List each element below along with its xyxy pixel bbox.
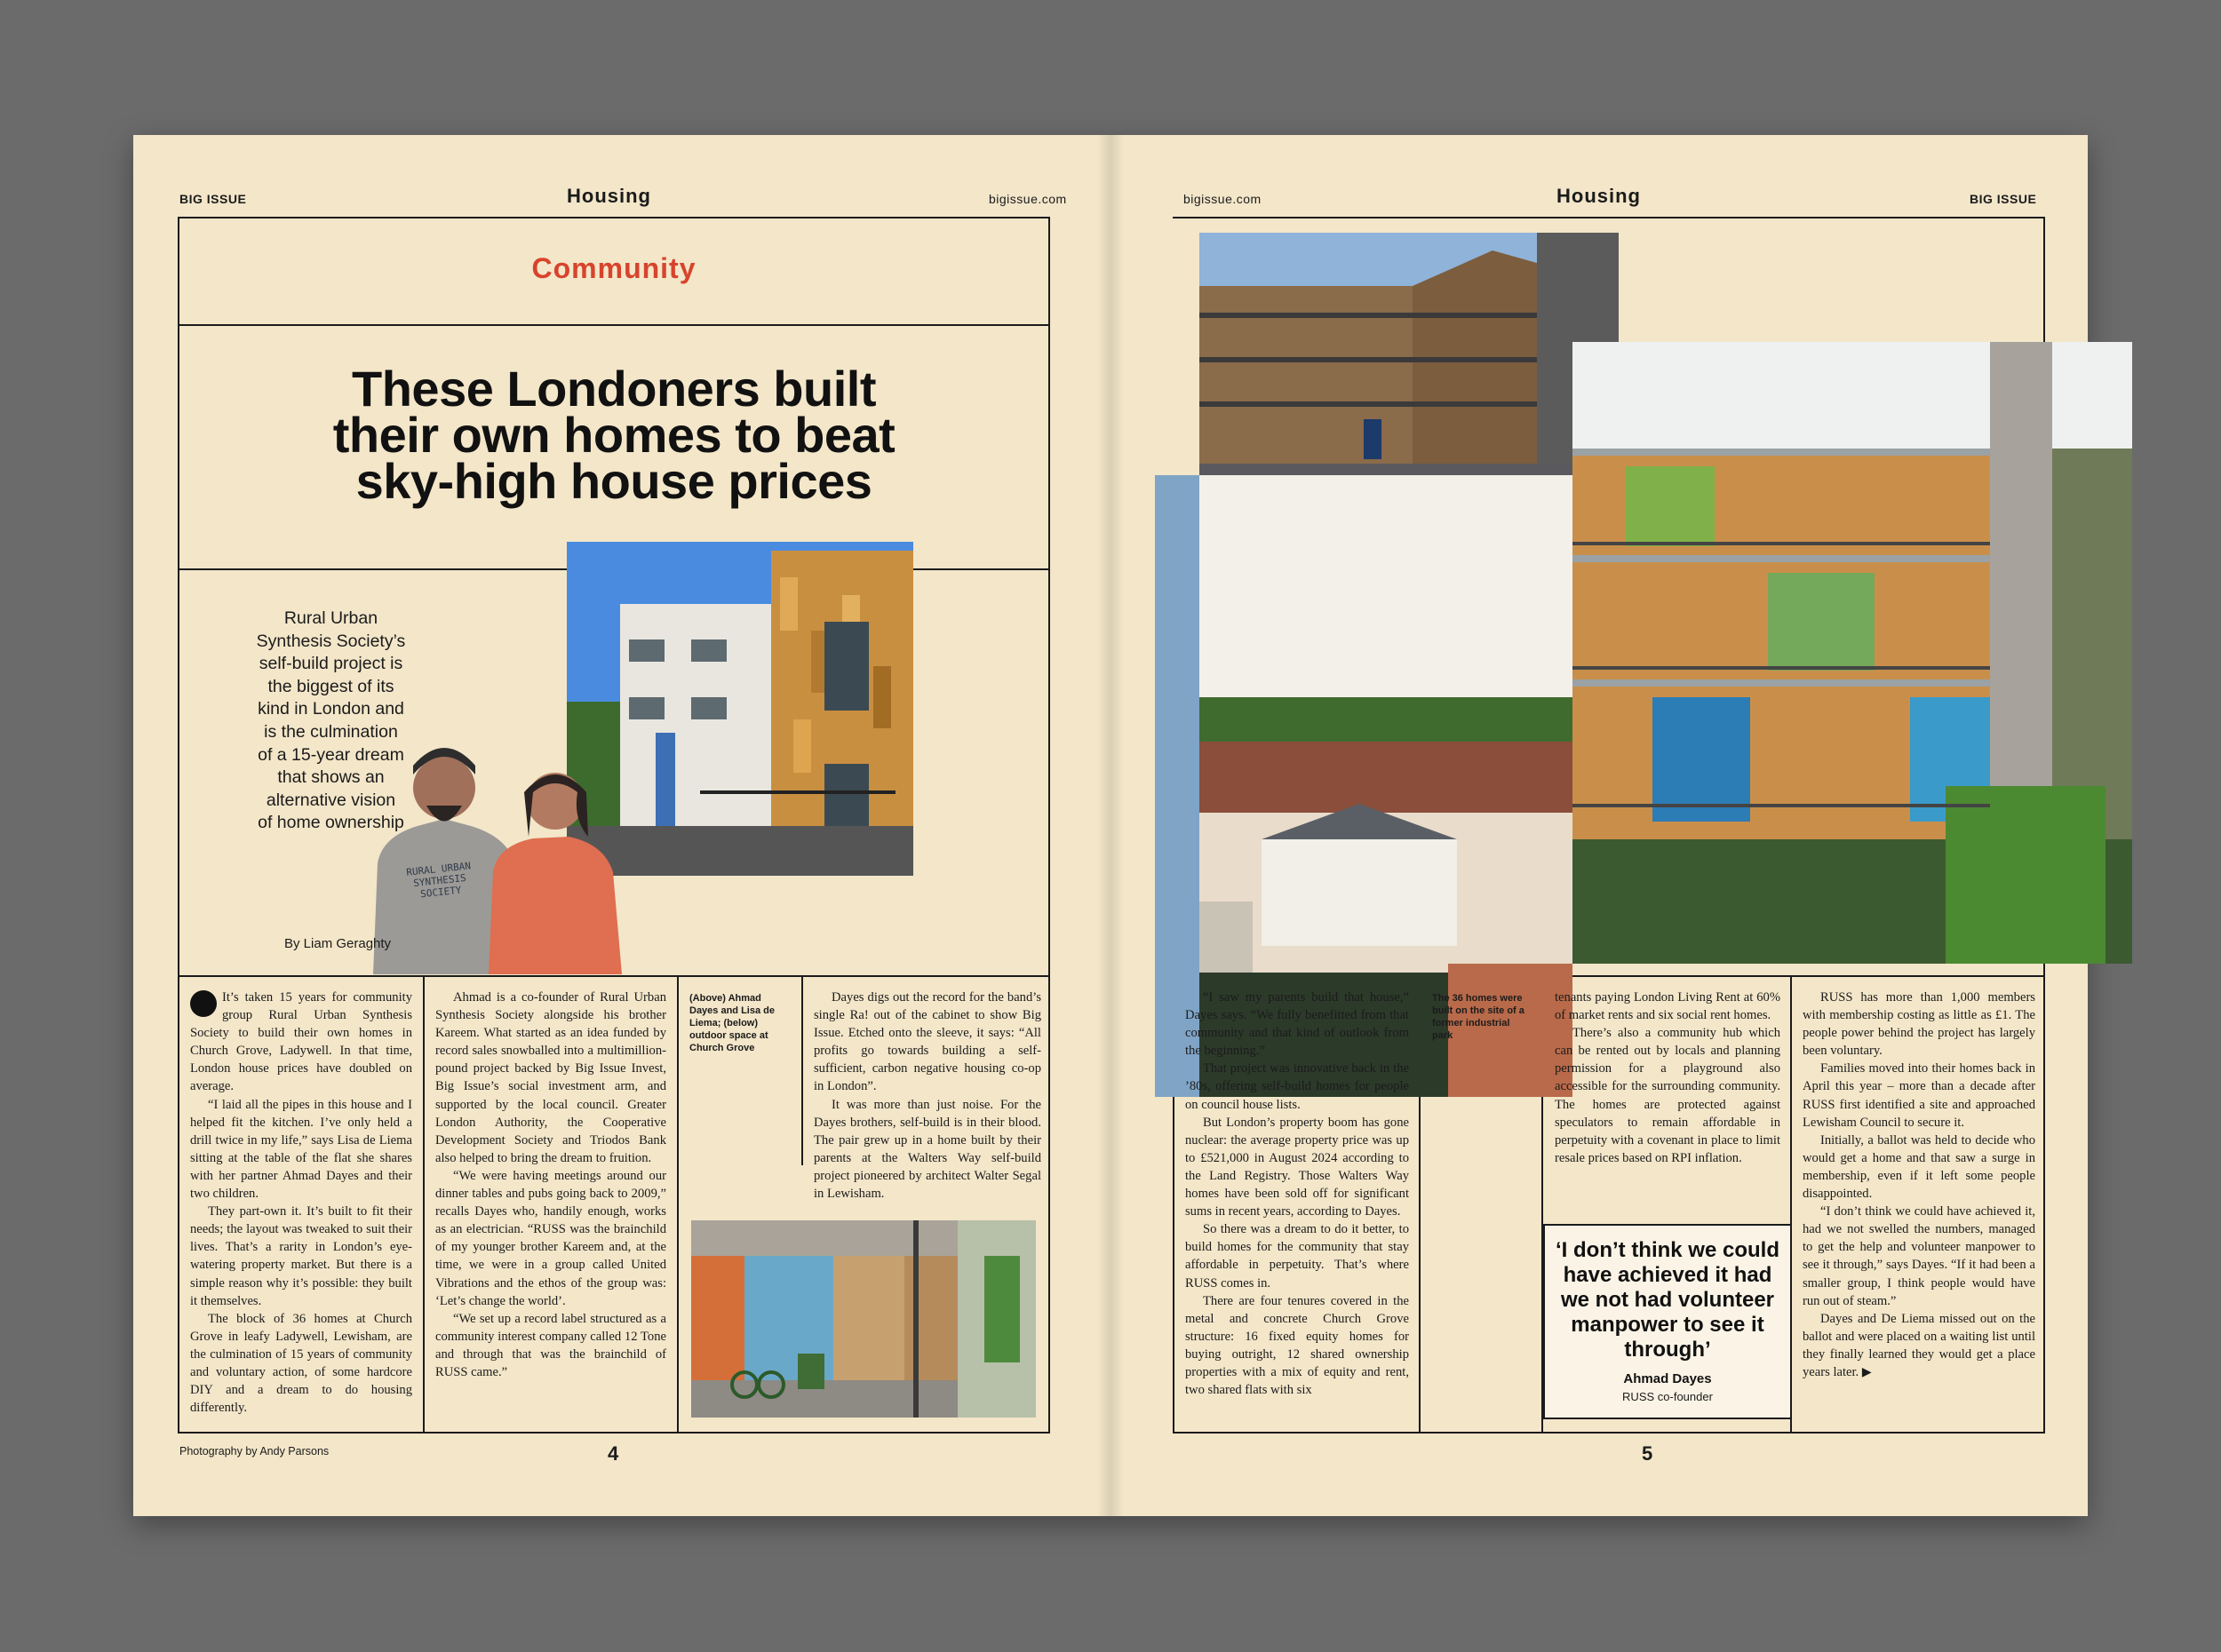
page-number-right: 5 [1642,1442,1653,1465]
couple-illustration [364,721,631,974]
left-section-title: Housing [567,185,651,207]
headline-line-1: These Londoners built [352,361,876,417]
photo-caption: (Above) Ahmad Dayes and Lisa de Liema; (below) outdoor space at Church Grove [689,993,775,1053]
paragraph: They part-own it. It’s built to fit their needs; the layout was tweaked to suit their lives. That’s a rarity in London’s eye-watering property market. But there is a simple reason why it’s possible: they built it themselves. [190,1204,412,1308]
left-url: bigissue.com [989,192,1067,206]
standfirst-line: is the culmination [264,721,398,742]
frame-line [178,324,1050,326]
paragraph: It was more than just noise. For the Dayes brothers, self-build is in their blood. The pair grew up in a home built by their parents at the Walters Way self-build project pioneered by architect Walter Segal in Lewisham. [814,1097,1041,1202]
standfirst-line: self-build project is [259,654,403,674]
pull-quote-box [1543,1224,1792,1419]
column-rule [423,975,425,1432]
frame-line [178,1432,1050,1434]
body-column-2 [435,989,666,1381]
paragraph: So there was a dream to do it better, to build homes for the community that stay affordable in perpetuity. That’s where RUSS comes in. [1185,1222,1409,1291]
paragraph: “I saw my parents build that house,” Dayes says. “We fully benefitted from that community and that kind of outlook from the beginning.” [1185,990,1409,1059]
section-kicker: Community [531,252,697,284]
paragraph: “We were having meetings around our dinner tables and pubs going back to 2009,” recalls Dayes who, handily enough, works as an electrician. “RUSS was the brainchild of my younger brother Kareem and, at the time, we were in a group called United Vibrations and the ethos of the group was: ‘Let’s change the world’. [435,1168,666,1308]
frame-line [178,217,1050,218]
standfirst-line: that shows an [277,767,385,788]
magazine-spread [133,135,2088,1516]
paragraph: Dayes digs out the record for the band’s single Ra! out of the cabinet to show Big Issue. Etched onto the sleeve, it says: “All profits go towards building a self-sufficient, carbon negative housing co-op in London”. [814,990,1041,1094]
frame-line [178,975,1050,977]
paragraph: tenants paying London Living Rent at 60% of market rents and six social rent homes. [1555,990,1780,1023]
body-column-4 [814,989,1041,1203]
right-section-title: Housing [1556,185,1641,207]
paragraph [190,989,412,1096]
standfirst-line: of home ownership [258,813,404,833]
body-column-4 [1803,989,2035,1382]
headline [178,361,1050,509]
body-column-1 [190,989,412,1417]
standfirst-line: kind in London and [258,699,404,719]
frame-line [1173,217,2045,218]
body-column-1 [1185,989,1409,1399]
byline: By Liam Geraghty [284,936,392,951]
page-number-left: 4 [608,1442,619,1465]
paragraph-text: It’s taken 15 years for community group Rural Urban Synthesis Society to build their own homes in Church Grove, Ladywell. In that time, London house prices have doubled on average. [190,990,412,1094]
pull-quote-name: Ahmad Dayes [1623,1371,1712,1386]
tshirt-print: RURAL URBAN SYNTHESIS SOCIETY [405,860,472,901]
right-url: bigissue.com [1183,192,1262,206]
right-brand: BIG ISSUE [1970,192,2037,206]
paragraph: Families moved into their homes back in April this year – more than a decade after RUSS first identified a site and approached Lewisham Council to secure it. [1803,1061,2035,1130]
pull-quote-role: RUSS co-founder [1622,1390,1713,1403]
column-rule [801,975,803,1165]
photo-credit: Photography by Andy Parsons [179,1445,330,1457]
paragraph: RUSS has more than 1,000 members with membership costing as little as £1. The people power behind the project has largely been voluntary. [1803,990,2035,1059]
facade-photo [1572,342,2132,964]
standfirst-line: alternative vision [266,790,396,810]
right-page [1110,135,2043,1516]
paragraph: There are four tenures covered in the metal and concrete Church Grove structure: 16 fixed equity homes for buying outright, 12 shared ownership properties with a mix of equity and rent, two shared flats with six [1185,1293,1409,1398]
paragraph [1803,1310,2035,1382]
walkway-illustration [691,1220,1036,1418]
standfirst-line: Rural Urban [283,608,378,628]
walkway-photo [691,1220,1036,1418]
standfirst-line: Synthesis Society’s [256,631,406,651]
paragraph: The block of 36 homes at Church Grove in leafy Ladywell, Lewisham, are the culmination of 15 years of community and voluntary action, of some hardcore DIY and a dream to do housing differently. [190,1311,412,1416]
paragraph: “We set up a record label structured as a community interest company called 12 Tone and through that was the brainchild of RUSS came.” [435,1311,666,1379]
paragraph: Ahmad is a co-founder of Rural Urban Synthesis Society alongside his brother Kareem. What started as an idea funded by record sales snowballed into a multimillion-pound project backed by Big Issue Invest, Big Issue’s social investment arm, and supported by the local council. Greater London Authority, the Cooperative Development Society and Triodos Bank also helped to bring the dream to fruition. [435,990,666,1165]
standfirst-line: of a 15-year dream [258,744,404,765]
pull-quote: ‘I don’t think we could have achieved it had we not had volunteer manpower to see it through’ [1556,1238,1779,1362]
left-brand: BIG ISSUE [179,192,247,206]
standfirst-line: the biggest of its [267,676,394,696]
paragraph: “I laid all the pipes in this house and I helped fit the kitchen. I’ve only held a drill twice in my life,” says Lisa de Liema sitting at the table of the flat she shares with her partner Ahmad Dayes and their two children. [190,1097,412,1202]
facade-illustration [1572,342,2132,964]
paragraph: That project was innovative back in the ’80s, offering self-build homes for people on council house lists. [1185,1061,1409,1112]
drop-dot-icon [190,990,217,1017]
couple-photo [364,721,631,974]
headline-line-3: sky-high house prices [355,453,872,509]
photo-caption: The 36 homes were built on the site of a former industrial park [1432,993,1524,1041]
column-rule [677,975,679,1432]
paragraph: Initially, a ballot was held to decide who would get a home and that saw a surge in membership, even if it left some people disappointed. [1803,1132,2035,1202]
paragraph: But London’s property boom has gone nuclear: the average property price was up to £521,000 in August 2024 according to the Land Registry. Those Walters Way homes have been sold off for significant sums in recent years, according to Dayes. [1185,1115,1409,1219]
paragraph: There’s also a community hub which can be rented out by locals and planning permission for a playground also accessible for the surrounding community. The homes are protected against speculators to remain affordable in perpetuity with a covenant in place to limit resale prices based on RPI inflation. [1555,1026,1780,1165]
body-column-3 [1555,989,1780,1167]
left-page [178,135,1066,1516]
headline-line-2: their own homes to beat [332,407,896,463]
end-mark-icon: ▶ [1861,1365,1872,1379]
paragraph: “I don’t think we could have achieved it, had we not swelled the numbers, managed to get the help and volunteer manpower to see it through,” says Dayes. “If it had been a smaller group, I think people would have run out of steam.” [1803,1204,2035,1308]
paragraph-text: Dayes and De Liema missed out on the ballot and were placed on a waiting list until they finally learned they would get a place years later. [1803,1311,2035,1379]
frame-line [1173,1432,2045,1434]
